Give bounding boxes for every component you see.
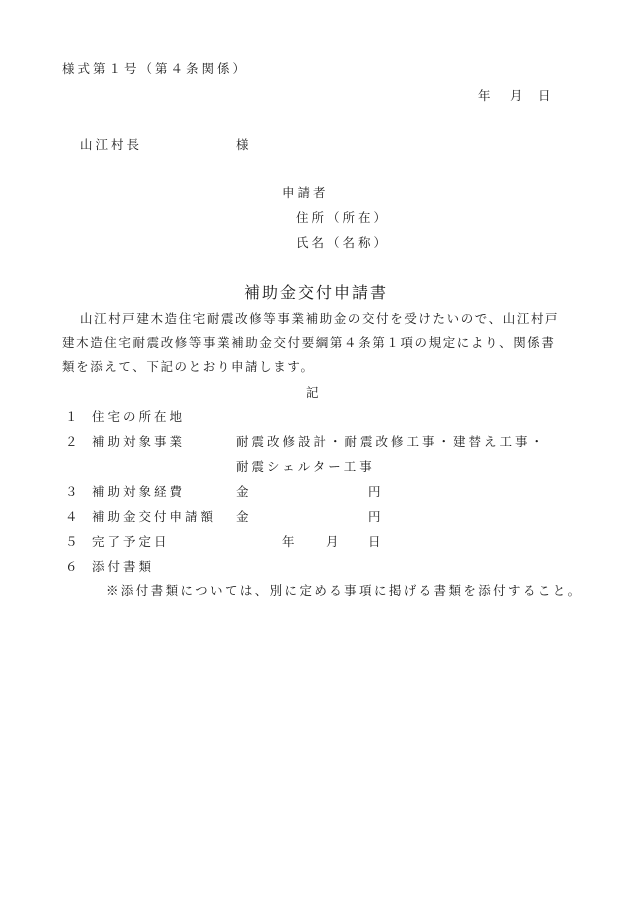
item-number: ３ [65, 484, 81, 499]
date-year: 年 [478, 88, 494, 103]
body-line-3: 類を添えて、下記のとおり申請します。 [62, 359, 315, 374]
form-label: 様式第１号（第４条関係） [62, 61, 249, 76]
item-unit: 円 [368, 484, 384, 499]
item-day: 日 [368, 534, 384, 549]
item-number: ２ [65, 434, 81, 449]
date-day: 日 [538, 88, 554, 103]
item-month: 月 [326, 534, 342, 549]
item-number: １ [65, 409, 81, 424]
body-line-1: 山江村戸建木造住宅耐震改修等事業補助金の交付を受けたいので、山江村戸 [80, 311, 560, 326]
attachment-note: ※添付書類については、別に定める事項に掲げる書類を添付すること。 [106, 583, 583, 598]
addressee-honorific: 様 [236, 137, 252, 152]
body-line-2: 建木造住宅耐震改修等事業補助金交付要綱第４条第１項の規定により、関係書 [62, 335, 556, 350]
applicant-heading: 申請者 [282, 185, 329, 200]
item-label: 住宅の所在地 [92, 409, 186, 424]
item-year: 年 [282, 534, 298, 549]
item-unit: 円 [368, 509, 384, 524]
item-label: 完了予定日 [92, 534, 170, 549]
item-number: ５ [65, 534, 81, 549]
addressee-name: 山江村長 [80, 137, 143, 152]
item-label: 補助対象事業 [92, 434, 186, 449]
item-label: 添付書類 [92, 559, 155, 574]
item-number: ６ [65, 559, 81, 574]
date-month: 月 [510, 88, 526, 103]
item-label: 補助対象経費 [92, 484, 186, 499]
applicant-address-label: 住所（所在） [296, 210, 390, 225]
item-value: 耐震改修設計・耐震改修工事・建替え工事・ [236, 434, 547, 449]
ki-mark: 記 [306, 385, 322, 400]
item-label: 補助金交付申請額 [92, 509, 217, 524]
document-title: 補助金交付申請書 [244, 283, 389, 302]
applicant-name-label: 氏名（名称） [296, 235, 390, 250]
item-prefix: 金 [236, 509, 252, 524]
item-prefix: 金 [236, 484, 252, 499]
item-value-continued: 耐震シェルター工事 [236, 459, 375, 474]
item-number: ４ [65, 509, 81, 524]
